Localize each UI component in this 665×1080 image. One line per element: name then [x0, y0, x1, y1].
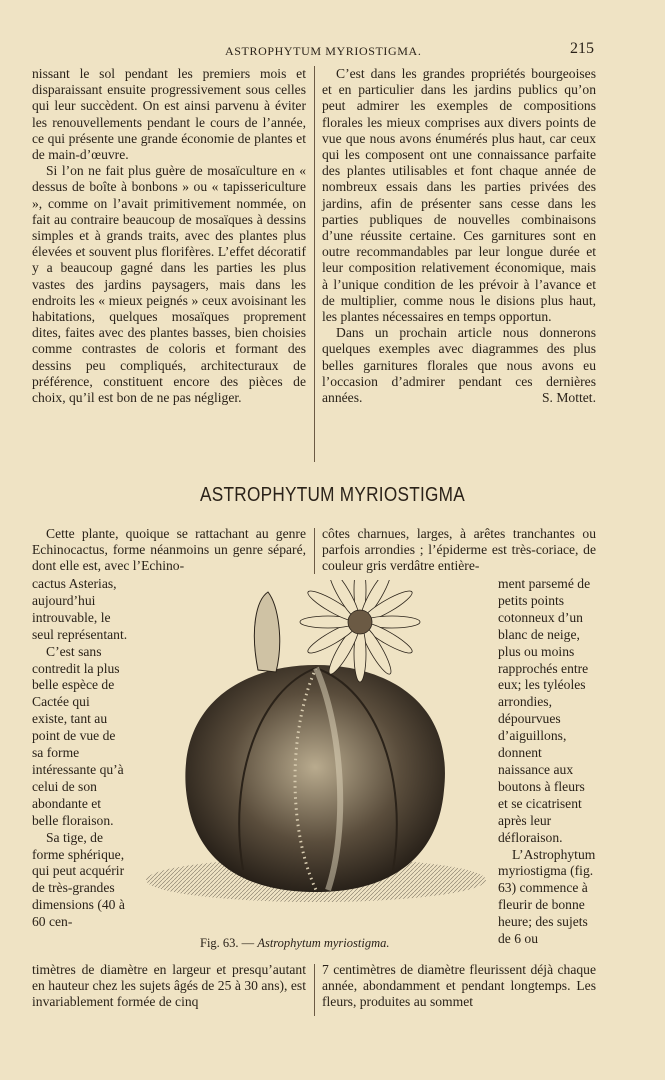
article-right-wrap — [498, 576, 596, 948]
running-title: ASTROPHYTUM MYRIOSTIGMA. — [225, 44, 422, 58]
paragraph: ment parsemé de petits points cotonneux d’un blanc de neige, plus ou moins rapprochés entre eux; les tyléoles arrondies, dépourvues d’aiguillons, donnent naissance aux boutons à fleurs et se cicatrisent après leur défloraison. — [498, 576, 591, 845]
cactus-illustration — [138, 580, 494, 920]
paragraph: cactus Asterias, aujourd’hui introuvable, le seul représentant. — [32, 576, 128, 642]
article-left-wrap — [32, 576, 128, 931]
figure-63 — [138, 580, 494, 920]
paragraph: C’est sans contredit la plus belle espèce de Cactée qui existe, tant au point de vue de sa forme intéressante qu’à celui de son abondante et belle floraison. — [32, 643, 124, 828]
paragraph: Cette plante, quoique se rattachant au genre Echinocactus, forme néanmoins un genre séparé, dont elle est, avec l’Echino- — [32, 526, 306, 574]
article-left-intro — [32, 526, 306, 575]
paragraph: 7 centimètres de diamètre fleurissent déjà chaque année, abondamment et pendant longtemps. Les fleurs, produites au sommet — [322, 962, 596, 1010]
paragraph: nissant le sol pendant les premiers mois et disparaissant ensuite progressivement sous celles qui leur succèdent. On est ainsi parvenu à éviter les renouvellements pendant le cours de l’année, ce qui présente une grande économie de plantes et de main-d’œuvre. — [32, 66, 306, 163]
author-signature: S. Mottet. — [541, 390, 596, 406]
figure-caption — [200, 936, 460, 951]
column-divider — [314, 528, 315, 574]
paragraph: Sa tige, de forme sphérique, qui peut acquérir de très-grandes dimensions (40 à 60 cen- — [32, 829, 125, 930]
caption-prefix: Fig. 63. — — [200, 936, 255, 950]
paragraph-text: Dans un prochain article nous donnerons quelques exemples avec diagrammes des plus belles garnitures florales que nous avons eu l’occasion d’admirer pendant ces dernières années. — [322, 325, 596, 406]
top-left-column — [32, 66, 306, 406]
article-title: ASTROPHYTUM MYRIOSTIGMA — [200, 484, 465, 506]
article-right-intro — [322, 526, 596, 575]
caption-name: Astrophytum myriostigma. — [257, 936, 390, 950]
column-divider — [314, 964, 315, 1016]
article-bottom-left — [32, 962, 306, 1011]
paragraph: timètres de diamètre en largeur et presqu’autant en hauteur chez les sujets âgés de 25 à 30 ans), est invariablement formée de cinq — [32, 962, 306, 1010]
paragraph — [322, 325, 596, 406]
top-right-column — [322, 66, 596, 406]
page-number: 215 — [570, 40, 594, 57]
paragraph: C’est dans les grandes propriétés bourgeoises et en particulier dans les jardins publics qu’on peut admirer les exemples de compositions florales les mieux comprises aux divers points de vue que nous avons énumérés plus haut, car ceux qui les composent ont une connaissance parfaite des plantes utilisables et font chaque année de nombreux essais dans les parties privées des jardins, afin de présenter sans cesse dans les parties publiques de nouvelles combinaisons d’une réussite certaine. Ces garnitures sont en outre recommandables par leur longue durée et leur composition relativement économique, mais à l’unique condition de les prévoir à l’avance et de multiplier, comme nous le disions plus haut, les plantes nécessaires en temps opportun. — [322, 66, 596, 325]
article-bottom-right — [322, 962, 596, 1011]
paragraph: Si l’on ne fait plus guère de mosaïculture en « dessus de boîte à bonbons » ou « tapissericulture », comme on l’avait primitivement nommée, on fait au contraire beaucoup de mosaïques à dessins simples et à grands traits, avec des plantes plus élevées et souvent plus florifères. L’effet décoratif y a beaucoup gagné dans les parties les plus vastes des jardins paysagers, mais dans les endroits les « mieux peignés » ceux avoisinant les habitations, quelques mosaïques proprement dites, faites avec des plantes basses, bien choisies comme contrastes de coloris et formant des dessins peu compliqués, architecturaux de préférence, constituent encore des pièces de choix, qu’il est bon de ne pas négliger. — [32, 163, 306, 406]
column-divider — [314, 66, 315, 462]
paragraph: côtes charnues, larges, à arêtes tranchantes ou parfois arrondies ; l’épiderme est très-coriace, de couleur gris verdâtre entière- — [322, 526, 596, 574]
paragraph: L’Astrophytum myriostigma (fig. 63) commence à fleurir de bonne heure; des sujets de 6 ou — [498, 846, 596, 947]
